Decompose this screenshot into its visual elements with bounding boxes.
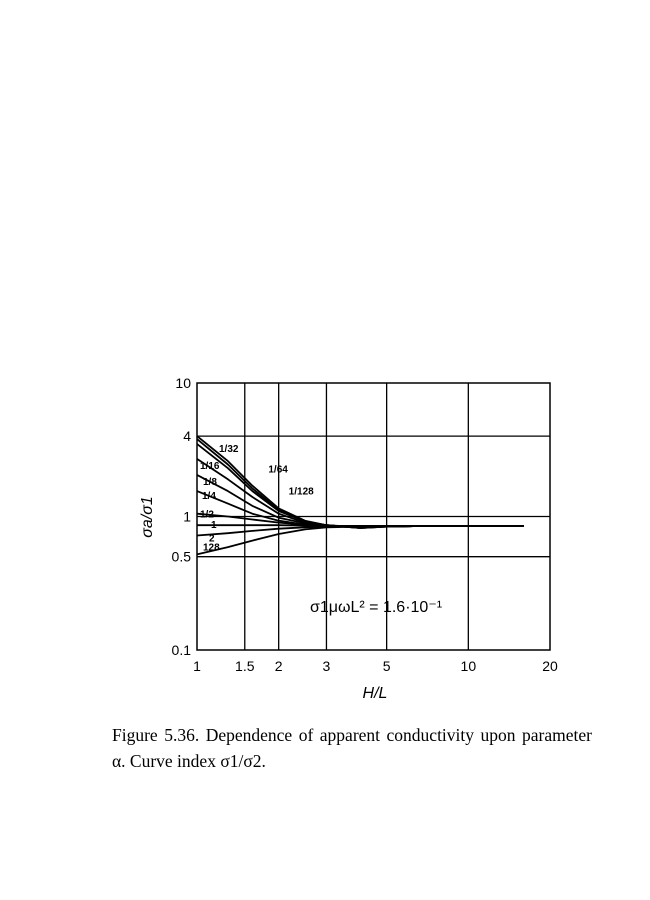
curve-label-1-4: 1/4 xyxy=(202,491,216,503)
y-tick-label: 0.1 xyxy=(171,642,191,658)
curve-1-64 xyxy=(197,439,524,528)
x-tick-label: 5 xyxy=(382,658,391,674)
curve-label-128: 128 xyxy=(203,542,220,554)
figure-caption: Figure 5.36. Dependence of apparent conductivity upon parameter α. Curve index σ1/σ2. xyxy=(112,725,592,771)
curve-label-1-16: 1/16 xyxy=(200,460,220,472)
y-tick-label: 10 xyxy=(175,375,191,391)
curve-1-32 xyxy=(197,444,524,528)
x-tick-label: 3 xyxy=(322,658,331,674)
y-axis-label: σa/σ1 xyxy=(139,496,156,538)
curve-label-1-64: 1/64 xyxy=(268,464,288,476)
x-tick-label: 1 xyxy=(193,658,201,674)
curve-label-2: 2 xyxy=(209,533,215,545)
y-tick-label: 0.5 xyxy=(171,548,191,565)
chart-annotation: σ1μωL² = 1.6·10⁻¹ xyxy=(310,599,443,616)
x-tick-label: 20 xyxy=(542,658,558,674)
curve-1-4 xyxy=(197,491,524,527)
curve-label-1: 1 xyxy=(211,520,217,532)
curve-label-1-128: 1/128 xyxy=(288,486,314,498)
curve-label-1-8: 1/8 xyxy=(203,476,217,488)
x-axis-label: H/L xyxy=(362,685,388,702)
curve-128 xyxy=(197,526,524,555)
series-curves xyxy=(197,436,524,554)
curve-label-1-2: 1/2 xyxy=(200,509,214,521)
x-tick-label: 1.5 xyxy=(235,658,255,674)
curve-label-1-32: 1/32 xyxy=(219,443,239,455)
x-tick-label: 2 xyxy=(274,658,283,674)
x-tick-label: 10 xyxy=(460,658,477,674)
y-tick-label: 1 xyxy=(183,508,191,525)
y-tick-label: 4 xyxy=(183,428,191,445)
